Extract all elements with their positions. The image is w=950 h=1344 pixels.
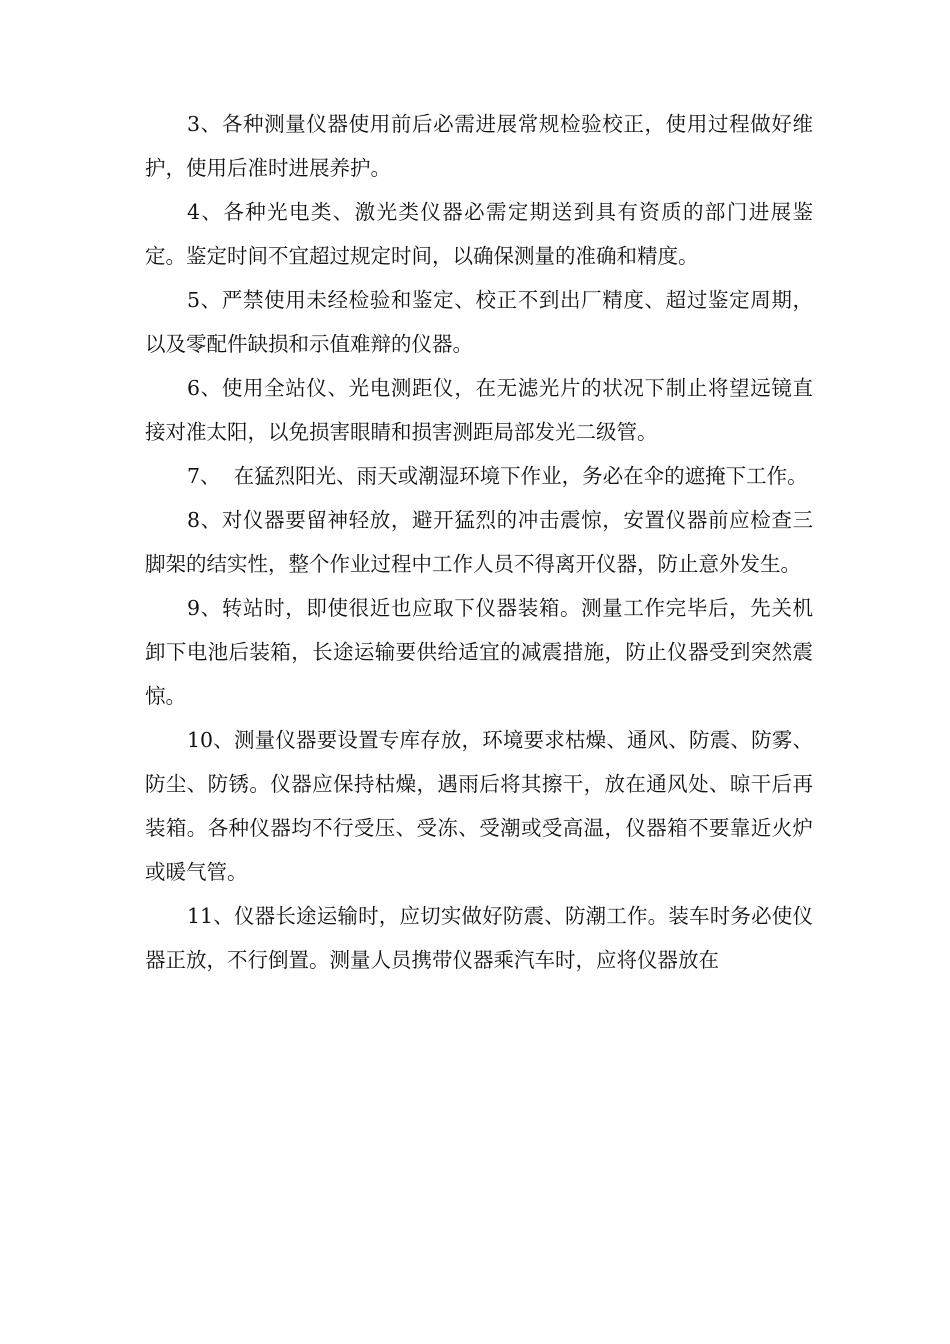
paragraph-10: 10、测量仪器要设置专库存放，环境要求枯燥、通风、防震、防雾、防尘、防锈。仪器应保持枯燥，遇雨后将其擦干，放在通风处、晾干后再装箱。各种仪器均不行受压、受冻、受潮或受高温，仪器箱不要靠近火炉或暖气管。 (145, 728, 813, 884)
paragraph-11: 11、仪器长途运输时，应切实做好防震、防潮工作。装车时务必使仪器正放，不行倒置。测量人员携带仪器乘汽车时，应将仪器放在 (145, 904, 813, 972)
paragraph-9: 9、转站时，即使很近也应取下仪器装箱。测量工作完毕后，先关机卸下电池后装箱，长途运输要供给适宜的减震措施，防止仪器受到突然震惊。 (145, 596, 813, 708)
paragraph-6: 6、使用全站仪、光电测距仪，在无滤光片的状况下制止将望远镜直接对准太阳，以免损害眼睛和损害测距局部发光二级管。 (145, 376, 813, 444)
paragraph-5: 5、严禁使用未经检验和鉴定、校正不到出厂精度、超过鉴定周期，以及零配件缺损和示值难辩的仪器。 (145, 288, 813, 356)
paragraph-7: 7、 在猛烈阳光、雨天或潮湿环境下作业，务必在伞的遮掩下工作。 (187, 464, 808, 488)
document-body (145, 102, 813, 982)
paragraph-3: 3、各种测量仪器使用前后必需进展常规检验校正，使用过程做好维护，使用后准时进展养护。 (145, 112, 813, 180)
paragraph-8: 8、对仪器要留神轻放，避开猛烈的冲击震惊，安置仪器前应检查三脚架的结实性，整个作业过程中工作人员不得离开仪器，防止意外发生。 (145, 508, 813, 576)
paragraph-4: 4、各种光电类、激光类仪器必需定期送到具有资质的部门进展鉴定。鉴定时间不宜超过规定时间，以确保测量的准确和精度。 (145, 200, 813, 268)
